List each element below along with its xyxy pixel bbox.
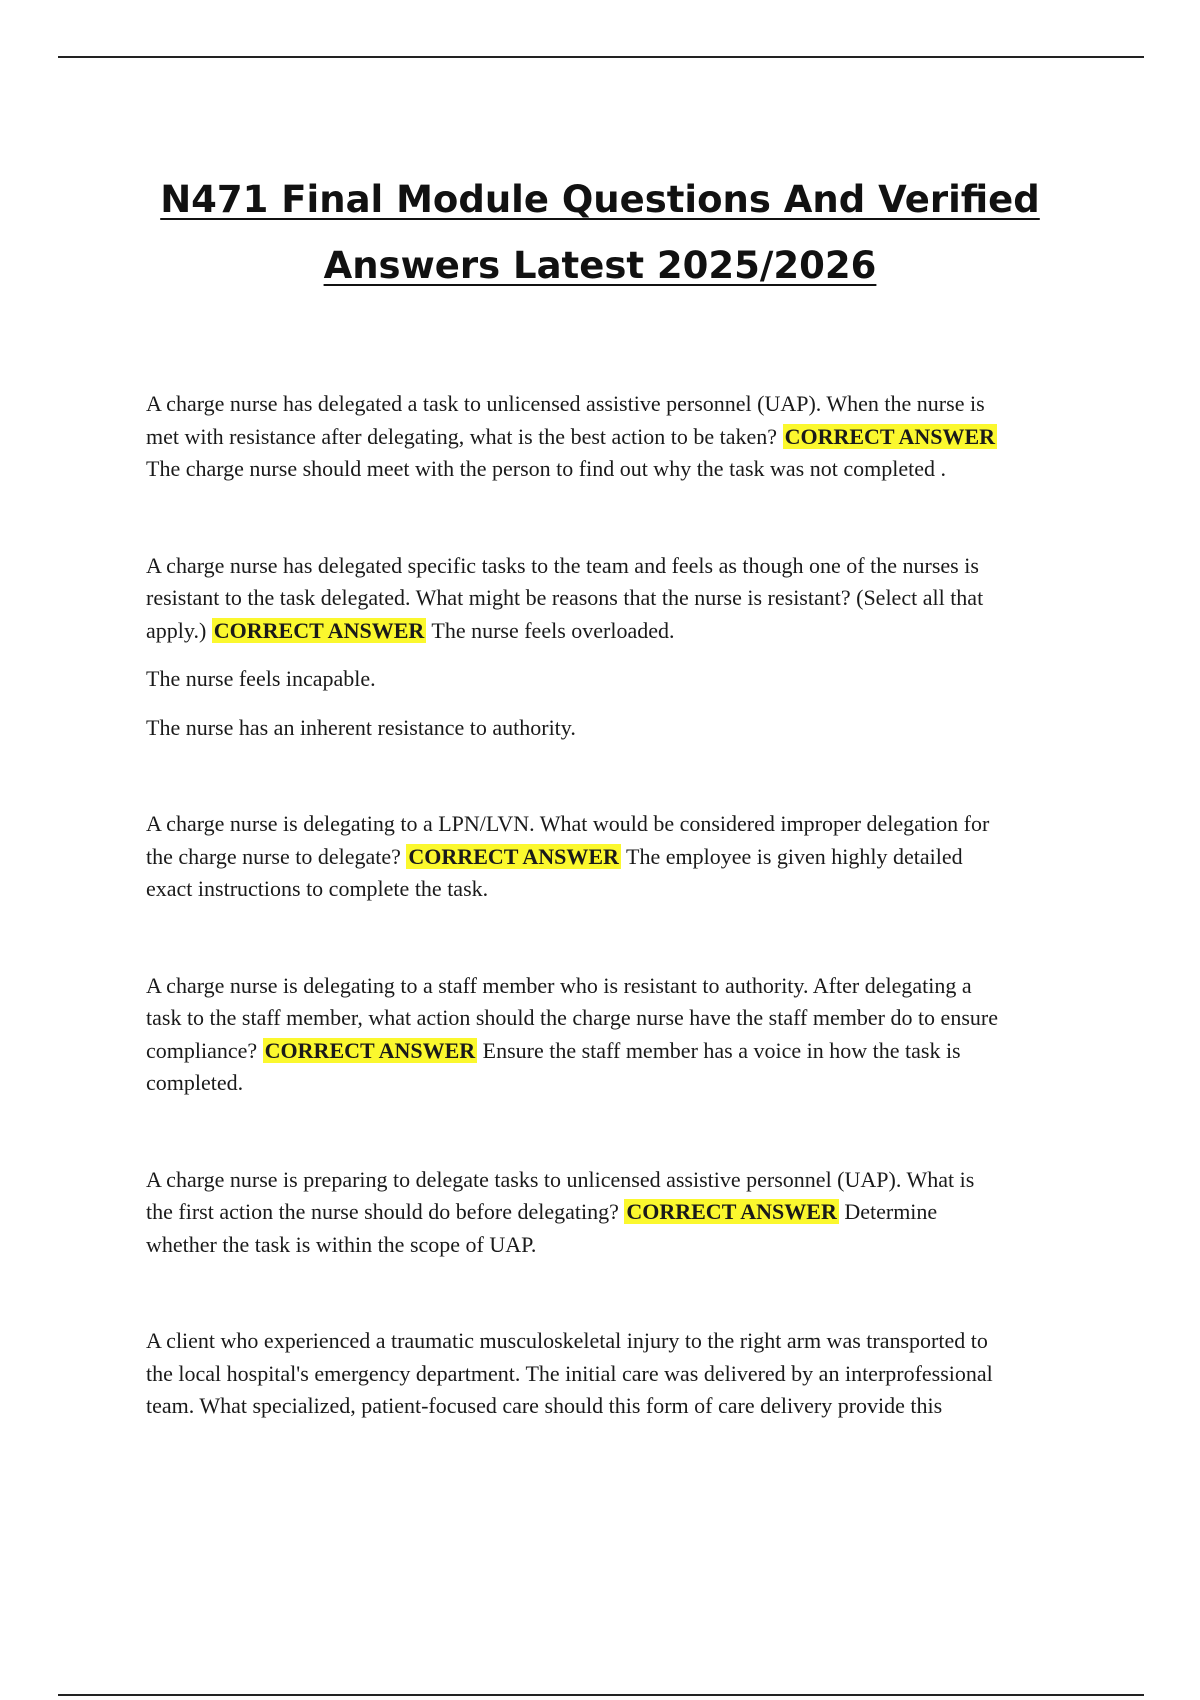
question-line: the charge nurse to delegate? CORRECT ANSWER The employee is given highly detailed	[146, 843, 963, 869]
question-line: A charge nurse is delegating to a LPN/LVN. What would be considered improper delegation for	[146, 811, 990, 836]
question-line: the local hospital's emergency department. The initial care was delivered by an interprofessional	[146, 1360, 993, 1386]
answer-text: Ensure the staff member has a voice in how the task is	[482, 1037, 961, 1063]
question-line: A charge nurse has delegated specific tasks to the team and feels as though one of the nurses is	[146, 552, 979, 578]
answer-text: Determine	[844, 1199, 938, 1224]
correct-answer-tag: CORRECT ANSWER	[626, 1199, 837, 1224]
answer-line: whether the task is within the scope of UAP.	[146, 1231, 537, 1257]
question-line: A charge nurse has delegated a task to unlicensed assistive personnel (UAP). When the nurse is	[146, 391, 985, 416]
answer-line: The nurse has an inherent resistance to authority.	[146, 714, 576, 740]
answer-line: exact instructions to complete the task.	[146, 876, 489, 901]
bottom-rule	[58, 1694, 1144, 1696]
question-line: team. What specialized, patient-focused care should this form of care delivery provide this	[146, 1393, 943, 1418]
answer-line: The charge nurse should meet with the person to find out why the task was not completed .	[146, 456, 946, 481]
question-line: A charge nurse is delegating to a staff member who is resistant to authority. After delegating a	[146, 972, 972, 998]
correct-answer-tag: CORRECT ANSWER	[264, 1037, 476, 1063]
title-line-1: N471 Final Module Questions And Verified	[160, 177, 1040, 221]
qa-item-1	[146, 388, 1088, 486]
qa-item-6	[146, 1325, 1088, 1423]
correct-answer-tag: CORRECT ANSWER	[213, 617, 425, 643]
question-line: A charge nurse is preparing to delegate tasks to unlicensed assistive personnel (UAP). What is	[146, 1166, 975, 1192]
correct-answer-tag: CORRECT ANSWER	[408, 843, 619, 869]
question-line: A client who experienced a traumatic musculoskeletal injury to the right arm was transported to	[146, 1328, 988, 1353]
qa-list	[146, 388, 1088, 1487]
question-line: compliance? CORRECT ANSWER Ensure the staff member has a voice in how the task is	[146, 1037, 961, 1063]
top-rule	[58, 56, 1144, 58]
answer-text: The employee is given highly detailed	[626, 843, 963, 869]
question-line: the first action the nurse should do before delegating? CORRECT ANSWER Determine	[146, 1199, 938, 1224]
correct-answer-tag: CORRECT ANSWER	[784, 423, 996, 449]
qa-item-4	[146, 970, 1088, 1100]
question-line: apply.) CORRECT ANSWER The nurse feels overloaded.	[146, 617, 675, 643]
title-line-2: Answers Latest 2025/2026	[323, 243, 877, 287]
question-line: task to the staff member, what action should the charge nurse have the staff member do to ensure	[146, 1005, 998, 1030]
question-line: resistant to the task delegated. What might be reasons that the nurse is resistant? (Select all that	[146, 585, 984, 610]
qa-item-3	[146, 808, 1088, 906]
answer-text: The nurse feels overloaded.	[431, 617, 675, 643]
qa-item-2	[146, 550, 1088, 745]
question-line: met with resistance after delegating, what is the best action to be taken? CORRECT ANSWER	[146, 423, 996, 449]
answer-line: completed.	[146, 1070, 244, 1095]
document-title	[100, 167, 1100, 299]
qa-item-5	[146, 1164, 1088, 1262]
answer-line: The nurse feels incapable.	[146, 666, 376, 691]
